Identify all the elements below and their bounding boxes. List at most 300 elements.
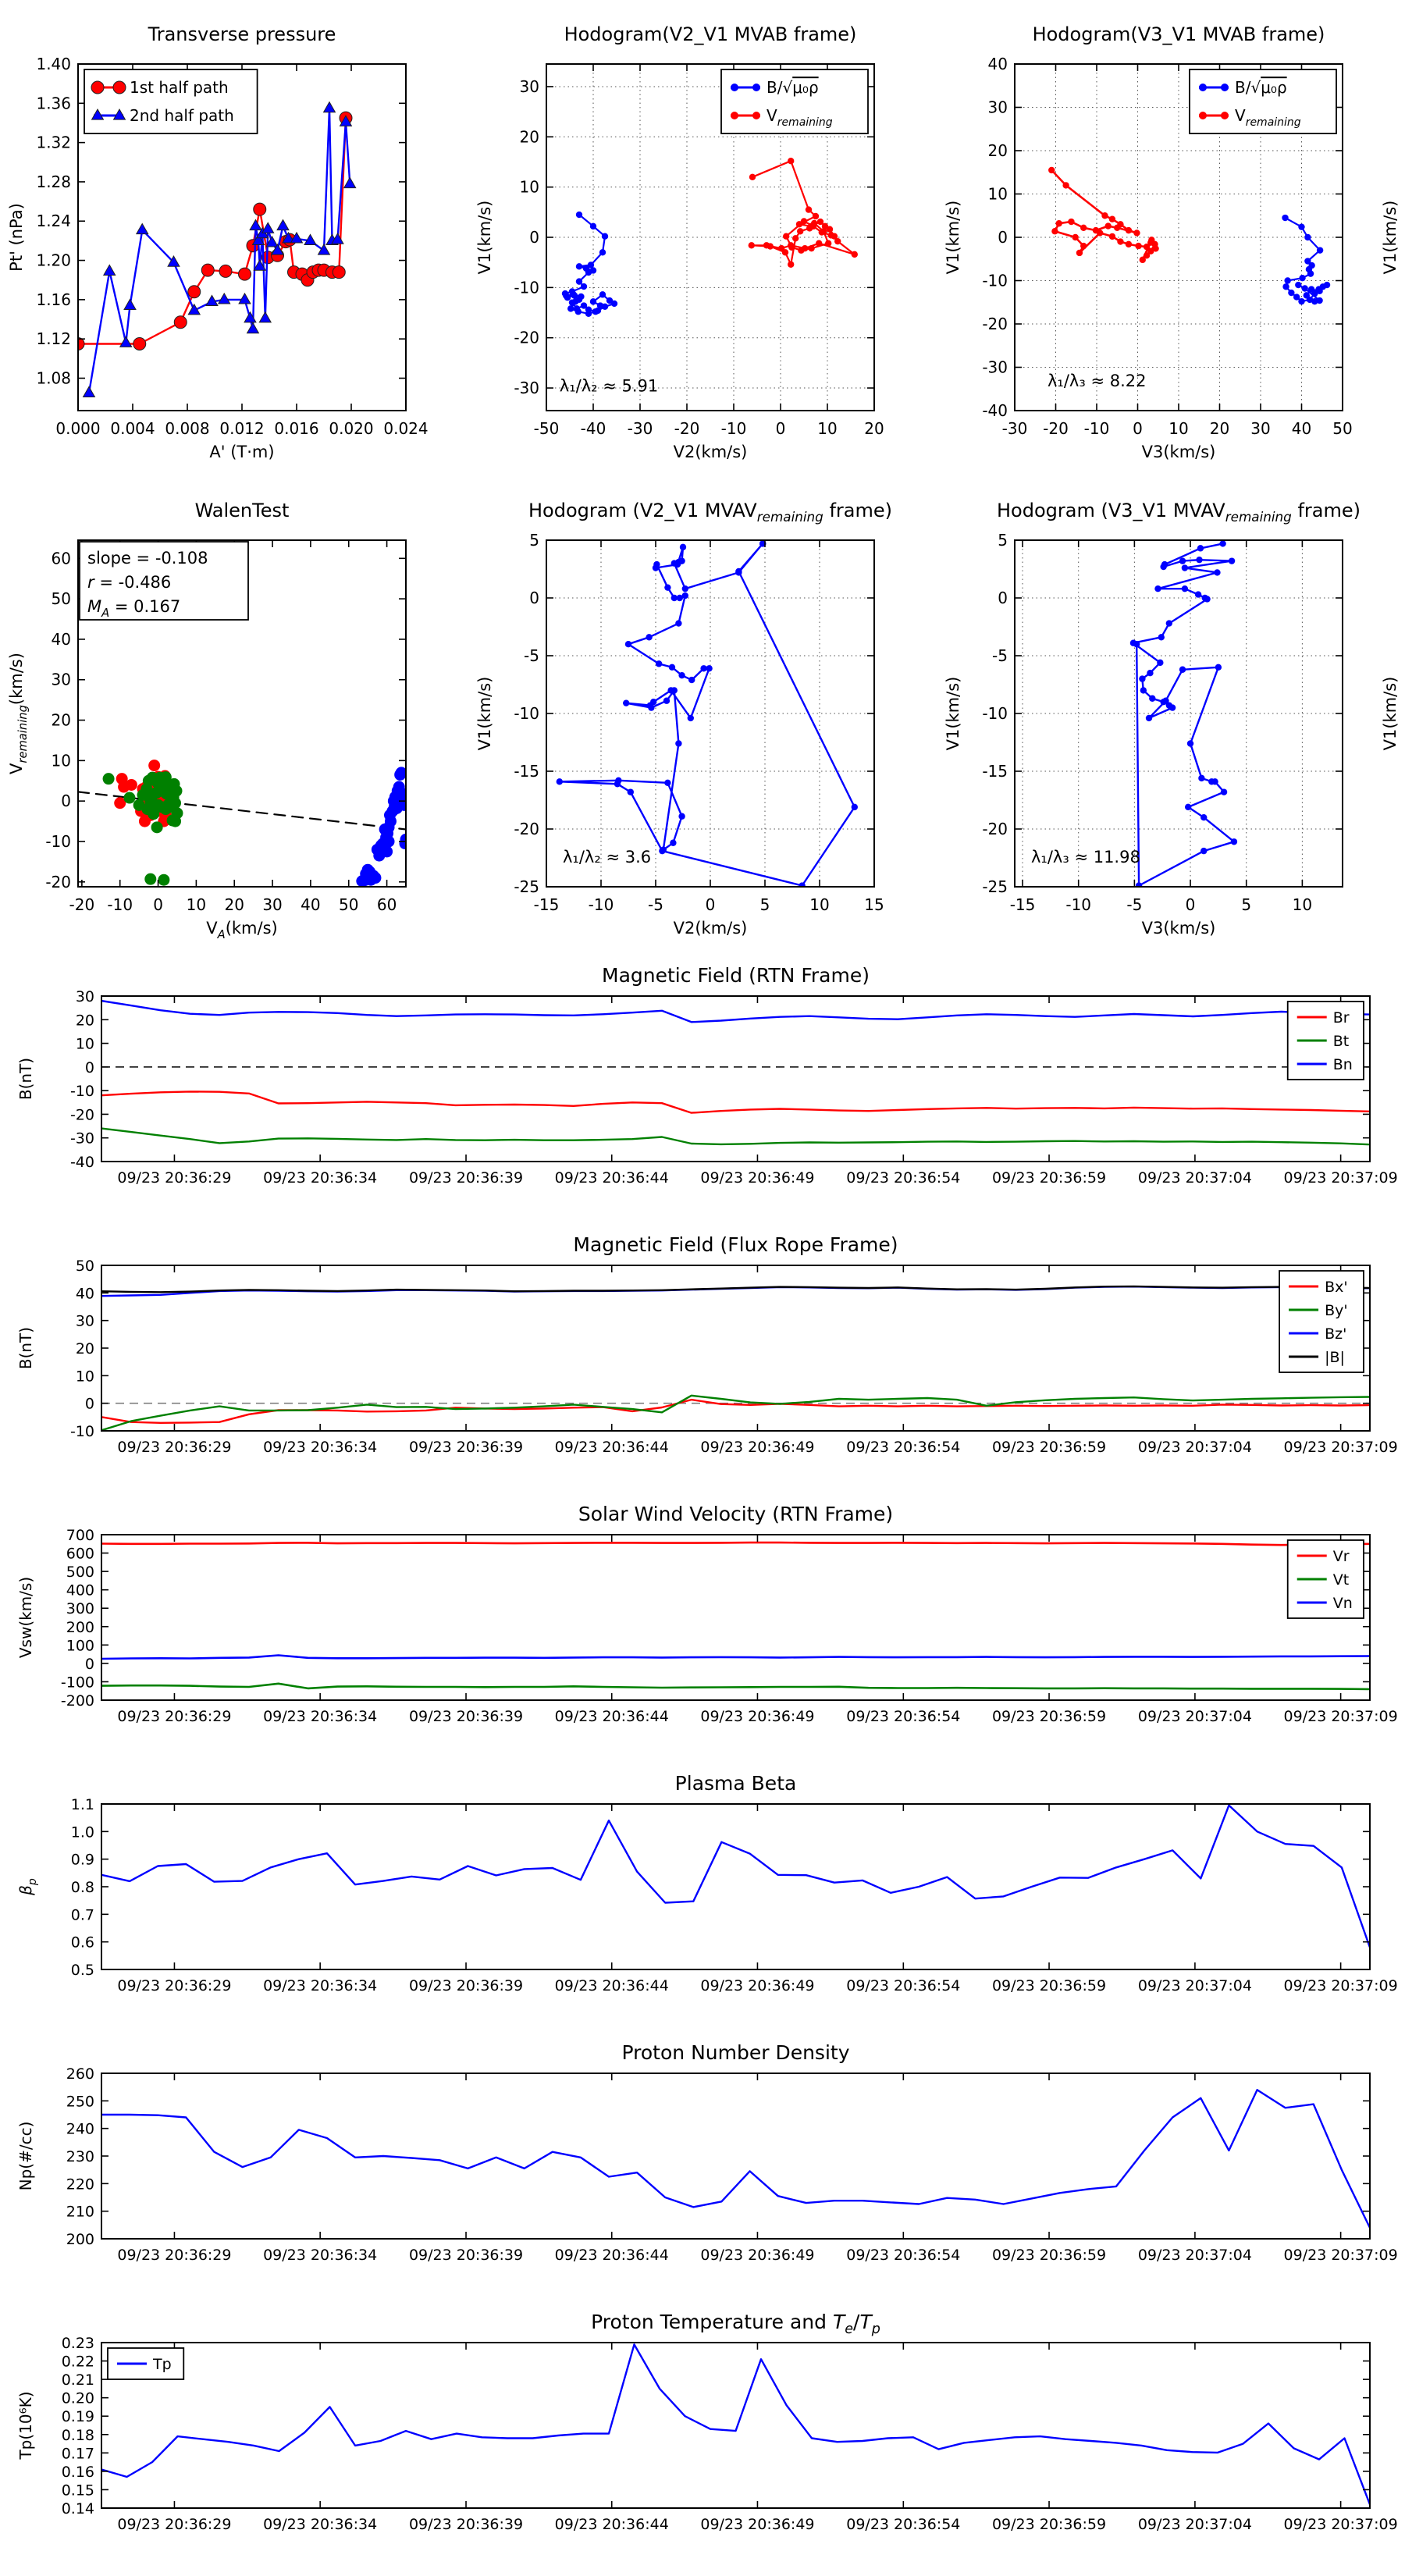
y-tick-label: 10	[519, 177, 539, 197]
y-tick-label: 200	[66, 2231, 94, 2248]
y-tick-label: 5	[998, 531, 1008, 550]
legend	[1190, 69, 1336, 133]
y-tick-label: 1.32	[36, 133, 71, 152]
chart-hodogram-v2v1-mvab	[468, 3, 937, 479]
chart-title: Hodogram (V2_V1 $MVAV_{remaining}$ frame)	[528, 500, 893, 525]
x-tick-label: 09/23 20:37:09	[1283, 1977, 1398, 1994]
x-tick-label: 40	[1291, 419, 1312, 438]
series-layer	[101, 1806, 1370, 1948]
x-tick-label: 5	[759, 895, 770, 914]
y-tick-label: 1.1	[70, 1796, 94, 1813]
y-tick-label: -30	[514, 379, 539, 398]
legend	[1279, 1271, 1364, 1372]
y-tick-label: 30	[75, 1312, 94, 1330]
panel-proton-temperature	[0, 2307, 1405, 2576]
x-tick-label: 20	[224, 895, 244, 914]
x-tick-label: 09/23 20:36:34	[263, 2516, 378, 2533]
series-Tp	[101, 2344, 1370, 2504]
x-tick-label: 09/23 20:36:59	[991, 1439, 1107, 1456]
x-tick-label: 15	[864, 895, 884, 914]
annotation: λ₁/λ₂ ≈ 3.6	[563, 847, 652, 866]
markers-walen-blue	[356, 767, 411, 887]
x-tick-label: -20	[1043, 419, 1069, 438]
panel-proton-density	[0, 2037, 1405, 2307]
y-tick-label: 0.23	[61, 2335, 94, 2352]
markers-hodogram-path	[557, 540, 858, 888]
x-tick-label: -5	[648, 895, 663, 914]
markers-B-over-sqrt-mu0rho	[1282, 215, 1330, 305]
y-tick-label: 0	[84, 1059, 94, 1076]
series-Br	[101, 1091, 1370, 1112]
x-tick-label: 09/23 20:36:44	[554, 1439, 669, 1456]
x-tick-label: 40	[301, 895, 321, 914]
legend-label: Vt	[1332, 1571, 1350, 1589]
x-tick-label: 09/23 20:36:39	[408, 1439, 524, 1456]
x-axis-label: $V_A(km/s)$	[206, 919, 278, 941]
y-tick-label: -40	[69, 1154, 94, 1171]
x-axis-label: V2(km/s)	[673, 443, 748, 461]
panel-magnetic-field-rtn	[0, 960, 1405, 1229]
legend-label: 1st half path	[130, 78, 229, 98]
x-tick-label: 09/23 20:36:54	[846, 2516, 961, 2533]
legend-label: Bn	[1332, 1055, 1353, 1073]
series-layer	[101, 1286, 1370, 1430]
y-tick-label: 1.08	[36, 368, 71, 388]
y-tick-label: -40	[982, 401, 1008, 420]
axes-frame	[101, 2073, 1370, 2239]
y-tick-label: -25	[514, 877, 539, 896]
legend	[108, 2348, 183, 2379]
annotation: λ₁/λ₃ ≈ 11.98	[1031, 847, 1140, 866]
x-tick-label: 09/23 20:36:39	[408, 1708, 524, 1725]
x-tick-label: 09/23 20:36:29	[117, 1708, 232, 1725]
y-tick-label: 0	[998, 589, 1008, 607]
panel-magnetic-field-fluxrope	[0, 1229, 1405, 1499]
x-tick-label: 09/23 20:37:04	[1137, 1169, 1252, 1187]
x-tick-label: 20	[1209, 419, 1230, 438]
y-tick-label: 400	[66, 1582, 94, 1599]
y-tick-label: 0.22	[61, 2353, 94, 2371]
x-tick-label: 0.016	[274, 419, 319, 438]
chart-title: Magnetic Field (Flux Rope Frame)	[573, 1233, 898, 1256]
x-tick-label: 09/23 20:36:29	[117, 2516, 232, 2533]
x-tick-label: 50	[1332, 419, 1353, 438]
y-tick-label: -10	[69, 1083, 94, 1101]
legend-label: By'	[1325, 1301, 1348, 1319]
y-tick-label: 0.19	[61, 2408, 94, 2426]
x-tick-label: 09/23 20:36:34	[263, 1439, 378, 1456]
axes-frame	[101, 996, 1370, 1162]
x-tick-label: -20	[674, 419, 700, 438]
y-tick-label: 0.18	[61, 2426, 94, 2444]
x-tick-label: -10	[1083, 419, 1110, 438]
series-Bn	[101, 1001, 1370, 1022]
series-beta-p	[101, 1806, 1370, 1948]
chart-walen-test	[0, 479, 468, 955]
y-tick-label: 60	[51, 549, 71, 568]
legend-label: Vn	[1332, 1594, 1353, 1612]
y-tick-label: 40	[987, 55, 1008, 73]
panel-hodogram-v3v1-mvav	[937, 479, 1405, 955]
x-tick-label: -10	[588, 895, 614, 914]
y-tick-label: 250	[66, 2093, 94, 2111]
y-tick-label: 1.28	[36, 172, 71, 191]
x-tick-label: 0	[775, 419, 786, 438]
y-tick-label: 20	[987, 141, 1008, 160]
x-tick-label: 09/23 20:36:44	[554, 2247, 669, 2264]
y-tick-label: 50	[75, 1258, 94, 1275]
x-tick-label: -30	[1001, 419, 1028, 438]
y-axis-label-right: V1(km/s)	[1381, 676, 1400, 751]
series-layer	[72, 102, 356, 397]
x-tick-label: 09/23 20:36:44	[554, 2516, 669, 2533]
panel-hodogram-v2v1-mvab	[468, 3, 937, 479]
y-axis-label: V1(km/s)	[475, 676, 494, 751]
x-tick-label: 09/23 20:36:49	[700, 1169, 815, 1187]
y-axis-label: Np(#/cc)	[16, 2121, 35, 2191]
y-tick-label: -20	[982, 315, 1008, 333]
y-axis-label-right: V1(km/s)	[1381, 200, 1400, 275]
y-tick-label: -15	[982, 762, 1008, 781]
y-tick-label: 0	[529, 228, 539, 247]
y-tick-label: 1.20	[36, 251, 71, 270]
x-tick-label: 09/23 20:36:59	[991, 2247, 1107, 2264]
y-tick-label: -20	[514, 820, 539, 838]
x-tick-label: 09/23 20:36:44	[554, 1977, 669, 1994]
x-tick-label: 09/23 20:37:09	[1283, 2247, 1398, 2264]
series-layer	[101, 1001, 1370, 1144]
x-tick-label: 09/23 20:37:04	[1137, 1439, 1252, 1456]
x-tick-label: 09/23 20:36:54	[846, 1708, 961, 1725]
x-tick-label: 09/23 20:37:04	[1137, 1708, 1252, 1725]
y-axis-label: B(nT)	[16, 1057, 35, 1101]
series-layer	[78, 760, 412, 887]
y-tick-label: 0	[61, 792, 71, 811]
series-second-half-path	[89, 109, 350, 393]
x-tick-label: 09/23 20:37:09	[1283, 1169, 1398, 1187]
x-tick-label: 09/23 20:36:39	[408, 1169, 524, 1187]
y-tick-label: 0	[998, 228, 1008, 247]
x-tick-label: 30	[262, 895, 283, 914]
x-tick-label: 09/23 20:36:59	[991, 1169, 1107, 1187]
x-tick-label: 0.004	[110, 419, 155, 438]
panel-solar-wind-velocity	[0, 1499, 1405, 1768]
y-tick-label: 10	[51, 751, 71, 770]
x-tick-label: 09/23 20:36:34	[263, 1977, 378, 1994]
y-tick-label: 20	[75, 1012, 94, 1030]
x-tick-label: 09/23 20:36:54	[846, 1169, 961, 1187]
x-tick-label: 10	[817, 419, 838, 438]
chart-title: Proton Temperature and $T_e/T_p$	[591, 2311, 880, 2337]
y-tick-label: 0.15	[61, 2482, 94, 2500]
series-hodogram-path	[560, 543, 855, 885]
x-tick-label: 30	[1250, 419, 1271, 438]
x-axis-label: V2(km/s)	[673, 919, 748, 938]
chart-title: WalenTest	[194, 500, 290, 521]
chart-transverse-pressure	[0, 3, 468, 479]
x-tick-label: 0.000	[55, 419, 101, 438]
y-tick-label: 0.21	[61, 2371, 94, 2389]
series-layer	[1130, 540, 1237, 888]
x-tick-label: -30	[627, 419, 653, 438]
x-tick-label: 0.020	[329, 419, 374, 438]
y-tick-label: -30	[982, 358, 1008, 377]
legend-label: Bx'	[1325, 1278, 1348, 1296]
panel-hodogram-v3v1-mvab	[937, 3, 1405, 479]
y-tick-label: 0.5	[70, 1962, 94, 1979]
x-tick-label: 09/23 20:36:54	[846, 2247, 961, 2264]
y-tick-label: 210	[66, 2203, 94, 2221]
x-tick-label: 10	[186, 895, 207, 914]
x-tick-label: -10	[720, 419, 747, 438]
y-axis-label: $\beta_p$	[16, 1878, 39, 1895]
legend-label: $V_{remaining}$	[767, 106, 833, 130]
series-layer	[1048, 167, 1330, 305]
x-tick-label: 09/23 20:36:49	[700, 2516, 815, 2533]
x-tick-label: 09/23 20:36:54	[846, 1439, 961, 1456]
y-tick-label: -20	[69, 1106, 94, 1124]
x-tick-label: 0	[153, 895, 163, 914]
stat-line: r = -0.486	[87, 573, 172, 592]
x-tick-label: 09/23 20:37:09	[1283, 2516, 1398, 2533]
x-tick-label: -5	[1126, 895, 1143, 914]
y-tick-label: 40	[75, 1285, 94, 1303]
chart-hodogram-v3v1-mvab	[937, 3, 1405, 479]
x-tick-label: 09/23 20:37:09	[1283, 1708, 1398, 1725]
y-tick-label: 0.17	[61, 2445, 94, 2463]
y-tick-label: -15	[514, 762, 539, 781]
y-tick-label: 0.16	[61, 2463, 94, 2481]
y-axis-label: $V_{remaining}(km/s)$	[7, 653, 30, 774]
y-tick-label: -10	[982, 271, 1008, 290]
legend-label: |B|	[1325, 1348, 1345, 1366]
y-tick-label: 0	[84, 1395, 94, 1413]
x-tick-label: 09/23 20:36:59	[991, 1708, 1107, 1725]
x-tick-label: 20	[864, 419, 884, 438]
legend-label: B/√μ₀ρ	[767, 78, 819, 98]
legend-label: Bt	[1332, 1032, 1350, 1050]
y-tick-label: -10	[69, 1423, 94, 1440]
panel-walen-test	[0, 479, 468, 955]
y-tick-label: 10	[987, 184, 1008, 204]
x-tick-label: 0.012	[219, 419, 265, 438]
x-tick-label: 0	[1133, 419, 1143, 438]
y-tick-label: -5	[524, 646, 539, 665]
legend-label: Br	[1332, 1009, 1350, 1026]
chart-mf-fluxrope	[0, 1229, 1405, 1499]
x-tick-label: 09/23 20:36:44	[554, 1708, 669, 1725]
x-tick-label: 0	[705, 895, 716, 914]
x-tick-label: 09/23 20:37:04	[1137, 2247, 1252, 2264]
x-tick-label: 0	[1185, 895, 1196, 914]
series-Vr	[101, 1542, 1370, 1545]
y-tick-label: -25	[982, 877, 1008, 896]
y-tick-label: 600	[66, 1545, 94, 1563]
y-tick-label: 20	[75, 1340, 94, 1357]
x-tick-label: 50	[339, 895, 359, 914]
x-tick-label: 5	[1241, 895, 1252, 914]
panel-transverse-pressure	[0, 3, 468, 479]
x-tick-label: 09/23 20:36:44	[554, 1169, 669, 1187]
panel-hodogram-v2v1-mvav	[468, 479, 937, 955]
panel-plasma-beta	[0, 1768, 1405, 2037]
x-tick-label: -15	[1009, 895, 1036, 914]
legend-label: Vr	[1332, 1547, 1350, 1565]
x-tick-label: 09/23 20:37:09	[1283, 1439, 1398, 1456]
x-tick-label: 0.008	[165, 419, 210, 438]
x-tick-label: 10	[1292, 895, 1313, 914]
legend-label: Tp	[153, 2355, 172, 2373]
x-tick-label: -10	[1065, 895, 1092, 914]
y-tick-label: 30	[987, 98, 1008, 117]
y-tick-label: 10	[75, 1035, 94, 1053]
y-tick-label: -20	[982, 820, 1008, 838]
series-Np	[101, 2090, 1370, 2228]
x-tick-label: 09/23 20:36:29	[117, 2247, 232, 2264]
stat-line: $M_A = 0.167$	[87, 597, 181, 620]
y-tick-label: 40	[51, 629, 71, 649]
y-tick-label: 0	[84, 1655, 94, 1673]
series-layer	[101, 2090, 1370, 2228]
x-tick-label: 09/23 20:36:49	[700, 1977, 815, 1994]
x-tick-label: -10	[107, 895, 133, 914]
series-layer	[101, 1542, 1370, 1689]
chart-title: Hodogram(V3_V1 MVAB frame)	[1032, 23, 1325, 45]
y-tick-label: 20	[519, 127, 539, 147]
x-tick-label: 09/23 20:36:49	[700, 1708, 815, 1725]
y-axis-label: Pt' (nPa)	[7, 203, 26, 272]
x-tick-label: -20	[69, 895, 95, 914]
y-tick-label: 240	[66, 2120, 94, 2138]
markers-first-half-path	[72, 112, 352, 350]
annotation: λ₁/λ₃ ≈ 8.22	[1048, 371, 1147, 390]
y-tick-label: 30	[75, 988, 94, 1005]
y-tick-label: 0.14	[61, 2500, 94, 2517]
y-tick-label: 10	[75, 1368, 94, 1386]
y-tick-label: -200	[60, 1692, 94, 1710]
y-tick-label: -10	[514, 704, 539, 723]
y-tick-label: -10	[45, 831, 71, 851]
x-tick-label: 09/23 20:36:59	[991, 2516, 1107, 2533]
legend	[1288, 1002, 1364, 1080]
chart-title: Transverse pressure	[148, 23, 336, 45]
chart-hodogram-v2v1-mvav	[468, 479, 937, 955]
y-axis-label: B(nT)	[16, 1326, 35, 1370]
y-tick-label: 20	[51, 710, 71, 730]
y-tick-label: -20	[45, 872, 71, 891]
chart-title: Hodogram(V2_V1 MVAB frame)	[564, 23, 857, 45]
chart-vsw-rtn	[0, 1499, 1405, 1768]
chart-proton-density	[0, 2037, 1405, 2307]
legend-label: B/√μ₀ρ	[1235, 78, 1287, 98]
x-tick-label: 09/23 20:36:29	[117, 1977, 232, 1994]
series-Vt	[101, 1684, 1370, 1689]
y-tick-label: 1.12	[36, 329, 71, 349]
y-tick-label: 220	[66, 2176, 94, 2194]
series-Bt	[101, 1129, 1370, 1145]
x-tick-label: 09/23 20:36:29	[117, 1439, 232, 1456]
markers-second-half-path	[84, 102, 356, 397]
x-tick-label: 09/23 20:36:34	[263, 1169, 378, 1187]
y-tick-label: 0.8	[70, 1879, 94, 1896]
y-tick-label: 100	[66, 1637, 94, 1655]
y-tick-label: -5	[992, 646, 1008, 665]
x-tick-label: 0.024	[383, 419, 429, 438]
series-By-prime	[101, 1396, 1370, 1431]
stat-box	[80, 542, 248, 620]
markers-V-remaining	[1048, 167, 1159, 263]
x-tick-label: 10	[809, 895, 830, 914]
legend-label: $V_{remaining}$	[1235, 106, 1301, 130]
y-axis-label: Vsw(km/s)	[16, 1576, 35, 1659]
y-tick-label: 200	[66, 1618, 94, 1636]
x-tick-label: 09/23 20:36:49	[700, 1439, 815, 1456]
y-tick-label: 30	[519, 76, 539, 96]
y-tick-label: 700	[66, 1527, 94, 1544]
y-tick-label: 5	[529, 531, 539, 550]
legend	[1288, 1540, 1364, 1618]
y-axis-label: V1(km/s)	[944, 676, 962, 751]
y-tick-label: -30	[69, 1130, 94, 1147]
x-tick-label: 09/23 20:36:39	[408, 1977, 524, 1994]
annotation: λ₁/λ₂ ≈ 5.91	[559, 376, 659, 396]
x-axis-label: A' (T·m)	[209, 443, 275, 461]
y-tick-label: -20	[514, 328, 539, 347]
x-axis-label: V3(km/s)	[1141, 919, 1216, 938]
chart-title: Proton Number Density	[621, 2041, 850, 2064]
markers-B-over-sqrt-mu0rho	[562, 212, 617, 317]
y-tick-label: 0.9	[70, 1851, 94, 1869]
chart-plasma-beta	[0, 1768, 1405, 2037]
series-Vn	[101, 1656, 1370, 1660]
series-layer	[101, 2344, 1370, 2504]
axes-frame	[101, 1804, 1370, 1969]
x-tick-label: 60	[376, 895, 397, 914]
x-tick-label: 10	[1168, 419, 1189, 438]
x-tick-label: -15	[533, 895, 560, 914]
y-axis-label: Tp(10⁶K)	[16, 2391, 35, 2460]
chart-title: Solar Wind Velocity (RTN Frame)	[578, 1503, 894, 1525]
chart-proton-temp	[0, 2307, 1405, 2576]
y-tick-label: 260	[66, 2065, 94, 2083]
chart-title: Magnetic Field (RTN Frame)	[602, 964, 870, 987]
x-tick-label: 09/23 20:36:29	[117, 1169, 232, 1187]
axes-frame	[101, 1535, 1370, 1700]
x-tick-label: 09/23 20:36:34	[263, 1708, 378, 1725]
x-axis-label: V3(km/s)	[1141, 443, 1216, 461]
y-tick-label: 500	[66, 1564, 94, 1582]
x-tick-label: 09/23 20:36:39	[408, 2516, 524, 2533]
y-tick-label: 0	[529, 589, 539, 607]
y-tick-label: 300	[66, 1600, 94, 1618]
y-tick-label: -10	[514, 278, 539, 297]
y-tick-label: 1.16	[36, 290, 71, 309]
y-tick-label: -10	[982, 704, 1008, 723]
y-tick-label: 1.24	[36, 212, 71, 231]
x-tick-label: 09/23 20:37:04	[1137, 1977, 1252, 1994]
markers-V-remaining	[749, 158, 858, 268]
x-tick-label: 09/23 20:37:04	[1137, 2516, 1252, 2533]
x-tick-label: -40	[580, 419, 606, 438]
markers-hodogram-path	[1130, 540, 1237, 888]
chart-mf-rtn	[0, 960, 1405, 1229]
legend-label: Bz'	[1325, 1325, 1347, 1343]
axes-frame	[101, 2343, 1370, 2508]
chart-hodogram-v3v1-mvav	[937, 479, 1405, 955]
series-hodogram-path	[1133, 543, 1234, 885]
x-tick-label: 09/23 20:36:34	[263, 2247, 378, 2264]
y-tick-label: 0.6	[70, 1934, 94, 1952]
